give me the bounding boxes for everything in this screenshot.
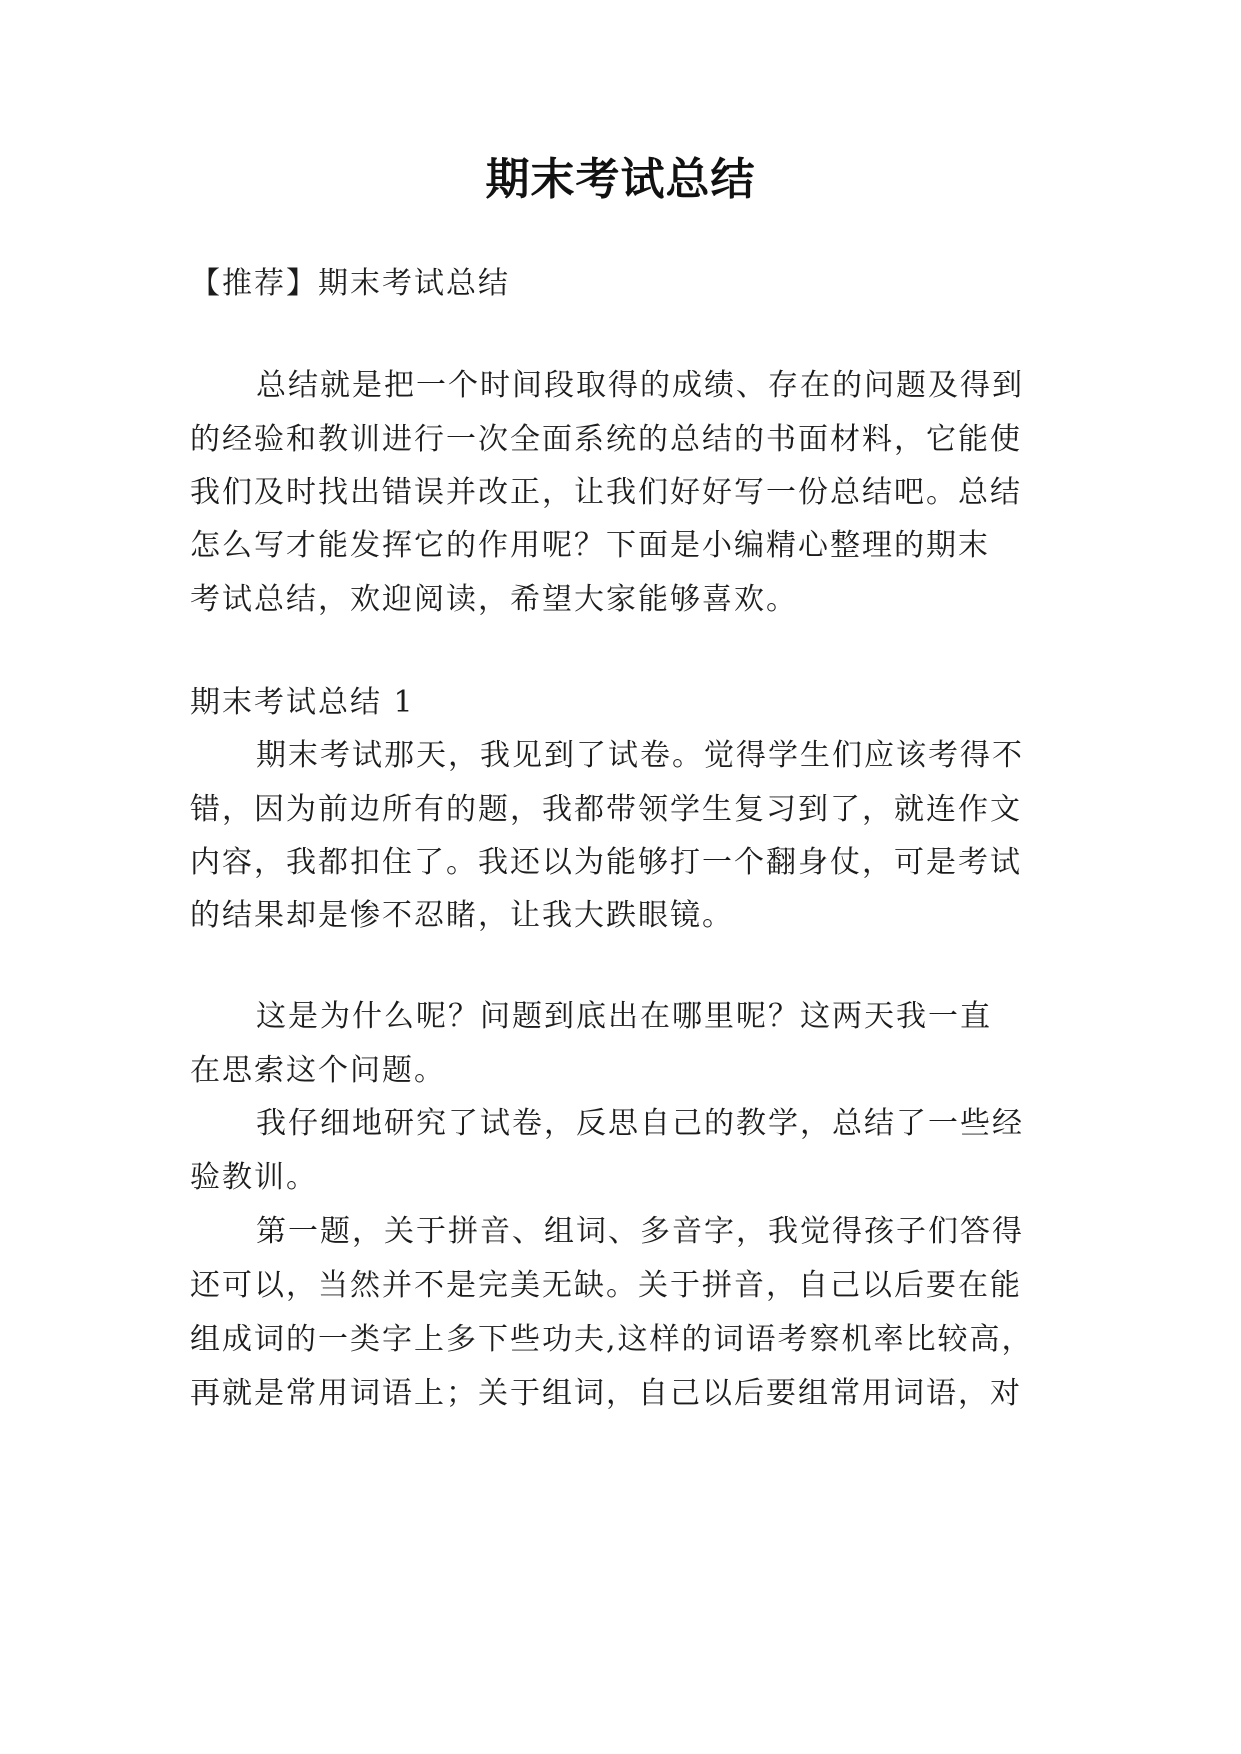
para1-line-2: 错，因为前边所有的题，我都带领学生复习到了，就连作文 bbox=[190, 792, 1022, 827]
para2-line-2: 在思索这个问题。 bbox=[190, 1053, 446, 1088]
intro-line-3: 我们及时找出错误并改正，让我们好好写一份总结吧。总结 bbox=[190, 475, 1022, 510]
para1-line-4: 的结果却是惨不忍睹，让我大跌眼镜。 bbox=[190, 898, 734, 933]
para1-line-1: 期末考试那天，我见到了试卷。觉得学生们应该考得不 bbox=[256, 738, 1024, 773]
para4-line-1: 第一题，关于拼音、组词、多音字，我觉得孩子们答得 bbox=[256, 1214, 1024, 1249]
para4-line-3: 组成词的一类字上多下些功夫,这样的词语考察机率比较高， bbox=[190, 1322, 1034, 1357]
para3-line-1: 我仔细地研究了试卷，反思自己的教学，总结了一些经 bbox=[256, 1106, 1024, 1141]
para1-line-3: 内容，我都扣住了。我还以为能够打一个翻身仗，可是考试 bbox=[190, 845, 1022, 880]
recommend-line: 【推荐】期末考试总结 bbox=[190, 266, 510, 301]
page-title: 期末考试总结 bbox=[485, 154, 756, 205]
section-heading: 期末考试总结 1 bbox=[190, 685, 415, 720]
intro-line-5: 考试总结，欢迎阅读，希望大家能够喜欢。 bbox=[190, 582, 798, 617]
para3-line-2: 验教训。 bbox=[190, 1160, 318, 1195]
intro-line-1: 总结就是把一个时间段取得的成绩、存在的问题及得到 bbox=[256, 368, 1024, 403]
para4-line-2: 还可以，当然并不是完美无缺。关于拼音，自己以后要在能 bbox=[190, 1268, 1022, 1303]
para2-line-1: 这是为什么呢？问题到底出在哪里呢？这两天我一直 bbox=[256, 999, 992, 1034]
para4-line-4: 再就是常用词语上；关于组词，自己以后要组常用词语，对 bbox=[190, 1376, 1022, 1411]
intro-line-2: 的经验和教训进行一次全面系统的总结的书面材料，它能使 bbox=[190, 422, 1022, 457]
intro-line-4: 怎么写才能发挥它的作用呢？下面是小编精心整理的期末 bbox=[190, 528, 990, 563]
